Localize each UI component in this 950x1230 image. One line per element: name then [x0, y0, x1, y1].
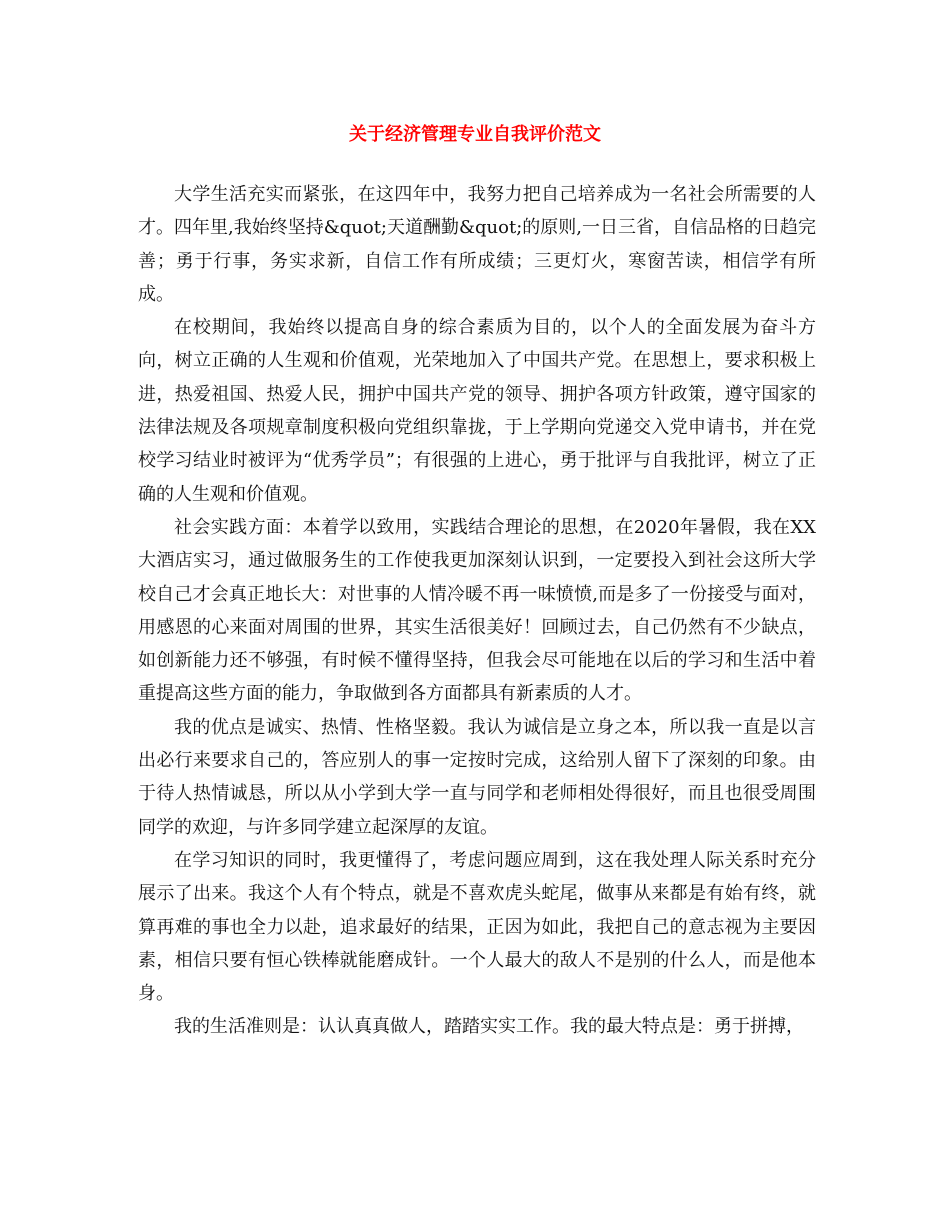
- paragraph: 大学生活充实而紧张，在这四年中，我努力把自己培养成为一名社会所需要的人才。四年里,我始终坚持&quot;天道酬勤&quot;的原则,一日三省，自信品格的日趋完善；勇于行事，务实求新，自信工作有所成绩；三更灯火，寒窗苦读，相信学有所成。: [138, 184, 816, 305]
- paragraph: 在学习知识的同时，我更懂得了，考虑问题应周到，这在我处理人际关系时充分展示了出来。我这个人有个特点，就是不喜欢虎头蛇尾，做事从来都是有始有终，就算再难的事也全力以赴，追求最好的结果，正因为如此，我把自己的意志视为主要因素，相信只要有恒心铁棒就能磨成针。一个人最大的敌人不是别的什么人，而是他本身。: [138, 849, 816, 1005]
- document-body: [138, 178, 816, 1044]
- paragraph: 在校期间，我始终以提高自身的综合素质为目的，以个人的全面发展为奋斗方向，树立正确的人生观和价值观，光荣地加入了中国共产党。在思想上，要求积极上进，热爱祖国、热爱人民，拥护中国共产党的领导、拥护各项方针政策，遵守国家的法律法规及各项规章制度积极向党组织靠拢，于上学期向党递交入党申请书，并在党校学习结业时被评为“优秀学员”；有很强的上进心，勇于批评与自我批评，树立了正确的人生观和价值观。: [138, 317, 816, 505]
- paragraph: 社会实践方面：本着学以致用，实践结合理论的思想，在2020年暑假，我在XX大酒店实习，通过做服务生的工作使我更加深刻认识到，一定要投入到社会这所大学校自己才会真正地长大：对世事的人情冷暖不再一味愤愤,而是多了一份接受与面对，用感恩的心来面对周围的世界，其实生活很美好！回顾过去，自己仍然有不少缺点，如创新能力还不够强，有时候不懂得坚持，但我会尽可能地在以后的学习和生活中着重提高这些方面的能力，争取做到各方面都具有新素质的人才。: [138, 516, 816, 705]
- paragraph: 我的优点是诚实、热情、性格坚毅。我认为诚信是立身之本，所以我一直是以言出必行来要求自己的，答应别人的事一定按时完成，这给别人留下了深刻的印象。由于待人热情诚恳，所以从小学到大学一直与同学和老师相处得很好，而且也很受周围同学的欢迎，与许多同学建立起深厚的友谊。: [138, 716, 816, 838]
- document-title: 关于经济管理专业自我评价范文: [349, 124, 601, 145]
- paragraph: 我的生活准则是：认认真真做人，踏踏实实工作。我的最大特点是：勇于拼搏，: [174, 1016, 804, 1038]
